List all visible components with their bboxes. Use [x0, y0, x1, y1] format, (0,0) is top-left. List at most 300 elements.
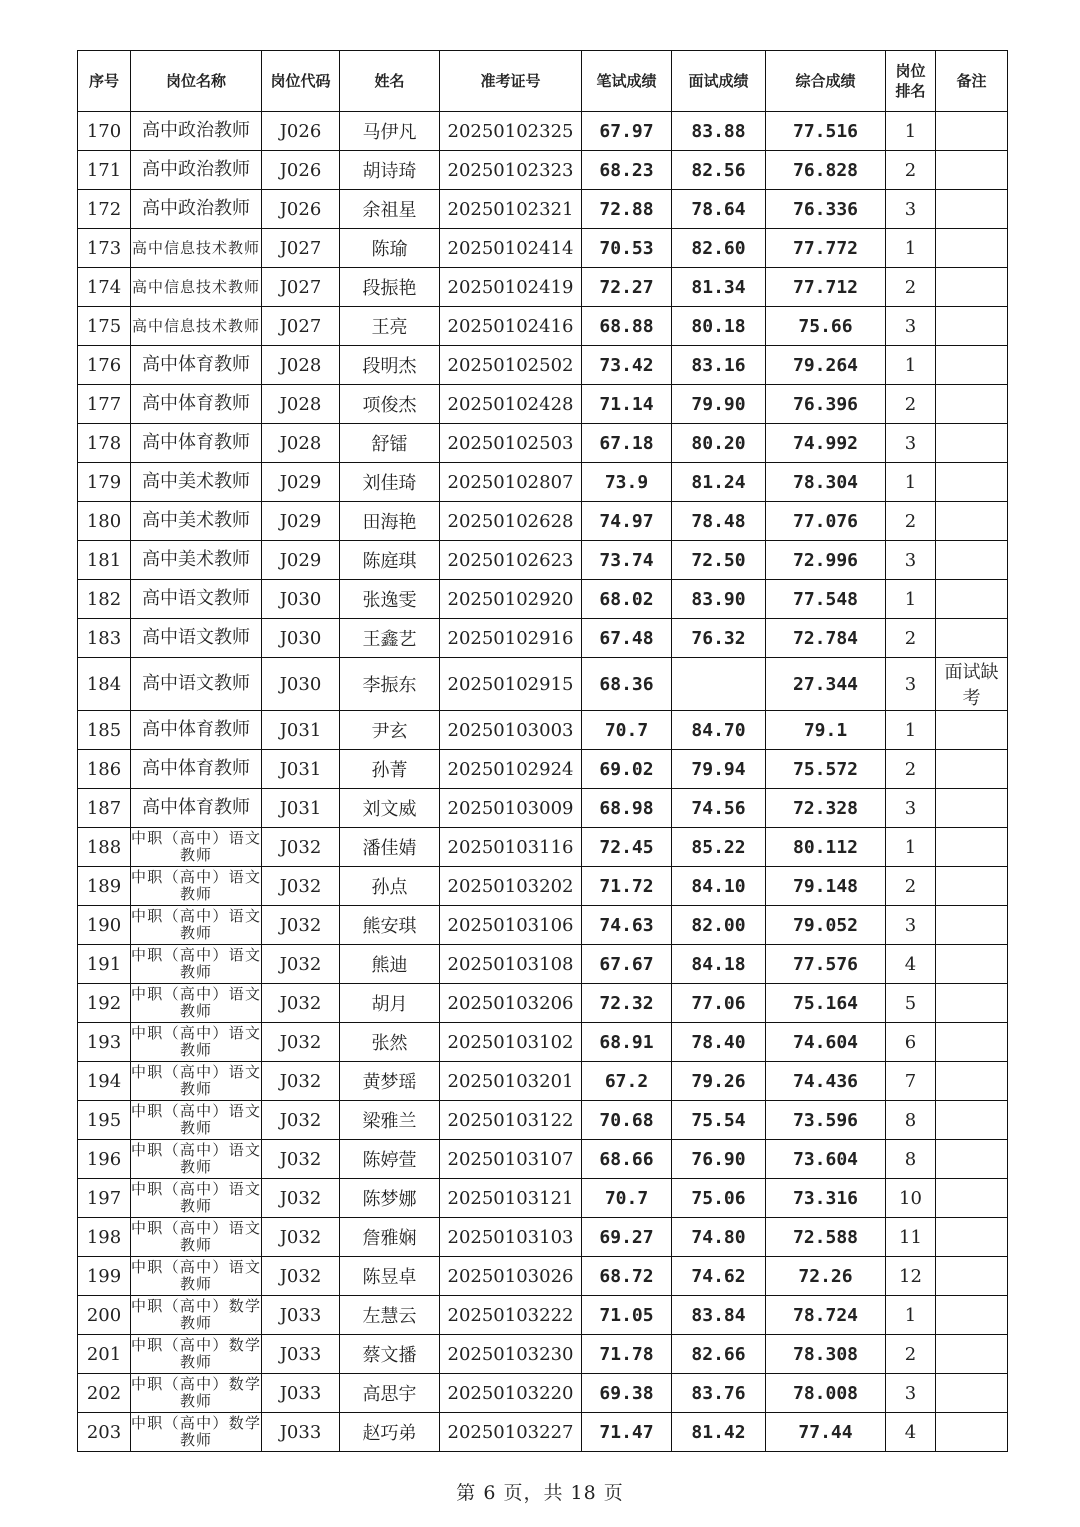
cell-note: [936, 1101, 1008, 1140]
cell-seq: 181: [78, 541, 131, 580]
header-position: 岗位名称: [131, 51, 262, 112]
table-row: [78, 1140, 1008, 1179]
cell-name: 黄梦瑶: [340, 1062, 440, 1101]
cell-note: [936, 1413, 1008, 1452]
cell-exam-id: 20250103108: [440, 945, 582, 984]
cell-note: [936, 580, 1008, 619]
cell-note: [936, 984, 1008, 1023]
cell-name: 梁雅兰: [340, 1101, 440, 1140]
cell-seq: 171: [78, 151, 131, 190]
cell-exam-id: 20250102323: [440, 151, 582, 190]
cell-name: 赵巧弟: [340, 1413, 440, 1452]
cell-note: [936, 789, 1008, 828]
cell-total: 78.008: [766, 1374, 886, 1413]
cell-total: 78.724: [766, 1296, 886, 1335]
cell-interview: 80.18: [672, 307, 766, 346]
cell-code: J032: [262, 1179, 340, 1218]
cell-position: 高中美术教师: [131, 541, 262, 580]
table-row: [78, 424, 1008, 463]
cell-name: 熊迪: [340, 945, 440, 984]
cell-code: J029: [262, 463, 340, 502]
cell-written: 70.53: [582, 229, 672, 268]
cell-position: 中职（高中）语文教师: [131, 945, 262, 984]
header-code: 岗位代码: [262, 51, 340, 112]
cell-name: 项俊杰: [340, 385, 440, 424]
cell-interview: 83.84: [672, 1296, 766, 1335]
header-interview: 面试成绩: [672, 51, 766, 112]
cell-code: J032: [262, 945, 340, 984]
cell-exam-id: 20250103102: [440, 1023, 582, 1062]
cell-total: 79.052: [766, 906, 886, 945]
cell-position: 高中语文教师: [131, 580, 262, 619]
cell-code: J032: [262, 1140, 340, 1179]
cell-rank: 2: [886, 502, 936, 541]
cell-position: 高中体育教师: [131, 346, 262, 385]
cell-name: 左慧云: [340, 1296, 440, 1335]
cell-rank: 2: [886, 151, 936, 190]
cell-exam-id: 20250103103: [440, 1218, 582, 1257]
cell-interview: 79.90: [672, 385, 766, 424]
cell-note: [936, 1140, 1008, 1179]
cell-written: 74.63: [582, 906, 672, 945]
cell-total: 77.712: [766, 268, 886, 307]
cell-exam-id: 20250102924: [440, 750, 582, 789]
cell-interview: 80.20: [672, 424, 766, 463]
cell-exam-id: 20250103003: [440, 711, 582, 750]
cell-rank: 8: [886, 1101, 936, 1140]
cell-interview: 79.26: [672, 1062, 766, 1101]
cell-interview: 75.06: [672, 1179, 766, 1218]
cell-seq: 193: [78, 1023, 131, 1062]
cell-interview: 78.40: [672, 1023, 766, 1062]
cell-name: 马伊凡: [340, 112, 440, 151]
table-row: [78, 1413, 1008, 1452]
cell-exam-id: 20250102428: [440, 385, 582, 424]
cell-code: J027: [262, 229, 340, 268]
cell-note: [936, 619, 1008, 658]
cell-total: 74.992: [766, 424, 886, 463]
cell-position: 中职（高中）数学教师: [131, 1374, 262, 1413]
cell-position: 高中体育教师: [131, 711, 262, 750]
cell-rank: 3: [886, 424, 936, 463]
table-row: [78, 1062, 1008, 1101]
cell-written: 74.97: [582, 502, 672, 541]
cell-code: J028: [262, 346, 340, 385]
cell-position: 高中信息技术教师: [131, 307, 262, 346]
cell-name: 陈瑜: [340, 229, 440, 268]
cell-seq: 200: [78, 1296, 131, 1335]
cell-interview: 81.24: [672, 463, 766, 502]
cell-interview: 83.76: [672, 1374, 766, 1413]
cell-code: J029: [262, 541, 340, 580]
table-row: [78, 750, 1008, 789]
cell-exam-id: 20250102419: [440, 268, 582, 307]
cell-note: [936, 1257, 1008, 1296]
cell-name: 高思宇: [340, 1374, 440, 1413]
cell-exam-id: 20250102325: [440, 112, 582, 151]
table-row: [78, 1296, 1008, 1335]
cell-code: J033: [262, 1335, 340, 1374]
cell-exam-id: 20250102920: [440, 580, 582, 619]
cell-exam-id: 20250103116: [440, 828, 582, 867]
cell-seq: 186: [78, 750, 131, 789]
cell-exam-id: 20250102915: [440, 658, 582, 711]
table-row: [78, 190, 1008, 229]
cell-rank: 1: [886, 346, 936, 385]
cell-name: 潘佳婧: [340, 828, 440, 867]
cell-note: [936, 945, 1008, 984]
cell-code: J032: [262, 984, 340, 1023]
cell-position: 中职（高中）语文教师: [131, 1218, 262, 1257]
cell-note: [936, 1023, 1008, 1062]
cell-written: 70.68: [582, 1101, 672, 1140]
cell-seq: 174: [78, 268, 131, 307]
cell-written: 71.05: [582, 1296, 672, 1335]
cell-written: 67.67: [582, 945, 672, 984]
table-row: [78, 151, 1008, 190]
cell-code: J031: [262, 789, 340, 828]
cell-interview: 75.54: [672, 1101, 766, 1140]
cell-code: J030: [262, 580, 340, 619]
cell-interview: 82.56: [672, 151, 766, 190]
table-row: [78, 229, 1008, 268]
cell-interview: 77.06: [672, 984, 766, 1023]
cell-total: 73.596: [766, 1101, 886, 1140]
cell-exam-id: 20250103222: [440, 1296, 582, 1335]
cell-name: 舒镭: [340, 424, 440, 463]
score-table: [77, 50, 1008, 1452]
cell-written: 69.27: [582, 1218, 672, 1257]
cell-interview: 74.80: [672, 1218, 766, 1257]
cell-total: 79.1: [766, 711, 886, 750]
cell-code: J033: [262, 1413, 340, 1452]
cell-rank: 3: [886, 906, 936, 945]
cell-code: J031: [262, 750, 340, 789]
cell-note: [936, 906, 1008, 945]
table-row: [78, 1374, 1008, 1413]
cell-written: 68.98: [582, 789, 672, 828]
cell-name: 尹玄: [340, 711, 440, 750]
cell-written: 68.23: [582, 151, 672, 190]
cell-written: 72.88: [582, 190, 672, 229]
table-row: [78, 945, 1008, 984]
cell-rank: 11: [886, 1218, 936, 1257]
cell-name: 王鑫艺: [340, 619, 440, 658]
cell-seq: 201: [78, 1335, 131, 1374]
cell-rank: 3: [886, 789, 936, 828]
cell-note: [936, 229, 1008, 268]
cell-seq: 179: [78, 463, 131, 502]
cell-total: 72.784: [766, 619, 886, 658]
cell-name: 王亮: [340, 307, 440, 346]
cell-note: 面试缺考: [936, 658, 1008, 711]
cell-position: 中职（高中）数学教师: [131, 1413, 262, 1452]
cell-written: 71.78: [582, 1335, 672, 1374]
cell-position: 高中体育教师: [131, 789, 262, 828]
cell-code: J033: [262, 1296, 340, 1335]
cell-position: 中职（高中）语文教师: [131, 1179, 262, 1218]
cell-written: 68.91: [582, 1023, 672, 1062]
cell-seq: 182: [78, 580, 131, 619]
cell-total: 77.076: [766, 502, 886, 541]
cell-interview: 82.00: [672, 906, 766, 945]
table-row: [78, 502, 1008, 541]
cell-note: [936, 424, 1008, 463]
cell-interview: 78.64: [672, 190, 766, 229]
cell-seq: 183: [78, 619, 131, 658]
cell-note: [936, 1296, 1008, 1335]
cell-position: 中职（高中）语文教师: [131, 1257, 262, 1296]
cell-interview: 81.34: [672, 268, 766, 307]
cell-position: 高中体育教师: [131, 424, 262, 463]
cell-exam-id: 20250102807: [440, 463, 582, 502]
cell-note: [936, 463, 1008, 502]
cell-rank: 1: [886, 828, 936, 867]
cell-written: 69.38: [582, 1374, 672, 1413]
cell-total: 74.436: [766, 1062, 886, 1101]
cell-rank: 2: [886, 385, 936, 424]
cell-position: 高中信息技术教师: [131, 229, 262, 268]
cell-written: 67.18: [582, 424, 672, 463]
cell-seq: 194: [78, 1062, 131, 1101]
cell-written: 73.42: [582, 346, 672, 385]
table-row: [78, 580, 1008, 619]
cell-rank: 4: [886, 945, 936, 984]
cell-written: 71.47: [582, 1413, 672, 1452]
cell-rank: 1: [886, 229, 936, 268]
cell-total: 73.604: [766, 1140, 886, 1179]
cell-interview: 78.48: [672, 502, 766, 541]
cell-position: 中职（高中）数学教师: [131, 1296, 262, 1335]
cell-position: 高中语文教师: [131, 658, 262, 711]
cell-exam-id: 20250103220: [440, 1374, 582, 1413]
cell-total: 75.572: [766, 750, 886, 789]
cell-total: 80.112: [766, 828, 886, 867]
cell-code: J030: [262, 619, 340, 658]
cell-written: 67.97: [582, 112, 672, 151]
cell-total: 73.316: [766, 1179, 886, 1218]
cell-written: 71.72: [582, 867, 672, 906]
cell-total: 78.304: [766, 463, 886, 502]
cell-interview: 74.62: [672, 1257, 766, 1296]
cell-name: 陈婷萱: [340, 1140, 440, 1179]
cell-interview: 82.66: [672, 1335, 766, 1374]
cell-seq: 197: [78, 1179, 131, 1218]
table-row: [78, 1023, 1008, 1062]
cell-note: [936, 1218, 1008, 1257]
cell-code: J033: [262, 1374, 340, 1413]
cell-note: [936, 385, 1008, 424]
cell-exam-id: 20250102321: [440, 190, 582, 229]
cell-seq: 177: [78, 385, 131, 424]
cell-interview: 79.94: [672, 750, 766, 789]
cell-seq: 202: [78, 1374, 131, 1413]
cell-written: 68.88: [582, 307, 672, 346]
header-seq: 序号: [78, 51, 131, 112]
cell-seq: 173: [78, 229, 131, 268]
cell-rank: 2: [886, 867, 936, 906]
cell-seq: 195: [78, 1101, 131, 1140]
cell-rank: 5: [886, 984, 936, 1023]
cell-total: 74.604: [766, 1023, 886, 1062]
cell-seq: 185: [78, 711, 131, 750]
cell-interview: 82.60: [672, 229, 766, 268]
cell-written: 72.45: [582, 828, 672, 867]
header-written: 笔试成绩: [582, 51, 672, 112]
cell-seq: 198: [78, 1218, 131, 1257]
cell-note: [936, 1062, 1008, 1101]
table-row: [78, 984, 1008, 1023]
cell-name: 熊安琪: [340, 906, 440, 945]
cell-rank: 3: [886, 658, 936, 711]
cell-seq: 175: [78, 307, 131, 346]
cell-name: 李振东: [340, 658, 440, 711]
cell-total: 27.344: [766, 658, 886, 711]
header-name: 姓名: [340, 51, 440, 112]
table-row: [78, 711, 1008, 750]
cell-total: 77.576: [766, 945, 886, 984]
table-row: [78, 1218, 1008, 1257]
cell-interview: 83.90: [672, 580, 766, 619]
cell-exam-id: 20250103206: [440, 984, 582, 1023]
cell-seq: 180: [78, 502, 131, 541]
cell-total: 76.336: [766, 190, 886, 229]
cell-seq: 184: [78, 658, 131, 711]
cell-seq: 187: [78, 789, 131, 828]
cell-code: J032: [262, 1101, 340, 1140]
cell-total: 76.828: [766, 151, 886, 190]
cell-exam-id: 20250103009: [440, 789, 582, 828]
cell-rank: 8: [886, 1140, 936, 1179]
cell-name: 刘文威: [340, 789, 440, 828]
cell-position: 中职（高中）数学教师: [131, 1335, 262, 1374]
cell-name: 陈梦娜: [340, 1179, 440, 1218]
cell-total: 77.516: [766, 112, 886, 151]
cell-rank: 10: [886, 1179, 936, 1218]
cell-code: J032: [262, 828, 340, 867]
cell-written: 73.74: [582, 541, 672, 580]
table-row: [78, 789, 1008, 828]
table-row: [78, 1335, 1008, 1374]
cell-position: 中职（高中）语文教师: [131, 984, 262, 1023]
cell-code: J032: [262, 1218, 340, 1257]
cell-code: J032: [262, 1257, 340, 1296]
cell-position: 高中体育教师: [131, 750, 262, 789]
cell-written: 67.48: [582, 619, 672, 658]
cell-written: 68.36: [582, 658, 672, 711]
cell-position: 高中美术教师: [131, 463, 262, 502]
cell-seq: 170: [78, 112, 131, 151]
cell-code: J031: [262, 711, 340, 750]
cell-note: [936, 190, 1008, 229]
cell-written: 71.14: [582, 385, 672, 424]
cell-position: 中职（高中）语文教师: [131, 1140, 262, 1179]
cell-position: 高中政治教师: [131, 112, 262, 151]
cell-note: [936, 828, 1008, 867]
cell-exam-id: 20250102503: [440, 424, 582, 463]
cell-position: 高中政治教师: [131, 151, 262, 190]
cell-note: [936, 307, 1008, 346]
cell-total: 77.44: [766, 1413, 886, 1452]
cell-code: J032: [262, 1023, 340, 1062]
cell-name: 段振艳: [340, 268, 440, 307]
cell-code: J032: [262, 906, 340, 945]
cell-note: [936, 750, 1008, 789]
cell-rank: 4: [886, 1413, 936, 1452]
table-row: [78, 906, 1008, 945]
cell-rank: 1: [886, 463, 936, 502]
cell-note: [936, 346, 1008, 385]
cell-interview: [672, 658, 766, 711]
cell-seq: 188: [78, 828, 131, 867]
cell-total: 72.588: [766, 1218, 886, 1257]
cell-name: 田海艳: [340, 502, 440, 541]
cell-code: J026: [262, 190, 340, 229]
table-row: [78, 658, 1008, 711]
cell-interview: 84.18: [672, 945, 766, 984]
cell-note: [936, 711, 1008, 750]
cell-exam-id: 20250102916: [440, 619, 582, 658]
cell-position: 高中语文教师: [131, 619, 262, 658]
cell-name: 胡诗琦: [340, 151, 440, 190]
cell-exam-id: 20250103201: [440, 1062, 582, 1101]
cell-total: 72.996: [766, 541, 886, 580]
table-row: [78, 385, 1008, 424]
cell-note: [936, 1374, 1008, 1413]
cell-seq: 172: [78, 190, 131, 229]
cell-position: 中职（高中）语文教师: [131, 1101, 262, 1140]
table-row: [78, 828, 1008, 867]
cell-exam-id: 20250103202: [440, 867, 582, 906]
cell-exam-id: 20250103122: [440, 1101, 582, 1140]
header-row: [78, 51, 1008, 112]
cell-name: 孙点: [340, 867, 440, 906]
cell-name: 张然: [340, 1023, 440, 1062]
cell-note: [936, 1179, 1008, 1218]
cell-exam-id: 20250103230: [440, 1335, 582, 1374]
cell-written: 67.2: [582, 1062, 672, 1101]
cell-code: J027: [262, 307, 340, 346]
cell-note: [936, 112, 1008, 151]
cell-exam-id: 20250103107: [440, 1140, 582, 1179]
cell-position: 中职（高中）语文教师: [131, 906, 262, 945]
cell-code: J030: [262, 658, 340, 711]
cell-name: 詹雅娴: [340, 1218, 440, 1257]
table-row: [78, 112, 1008, 151]
cell-exam-id: 20250102416: [440, 307, 582, 346]
cell-rank: 3: [886, 1374, 936, 1413]
table-row: [78, 463, 1008, 502]
cell-name: 陈庭琪: [340, 541, 440, 580]
cell-position: 中职（高中）语文教师: [131, 867, 262, 906]
cell-rank: 1: [886, 1296, 936, 1335]
table-row: [78, 867, 1008, 906]
cell-name: 陈昱卓: [340, 1257, 440, 1296]
cell-exam-id: 20250103106: [440, 906, 582, 945]
cell-total: 78.308: [766, 1335, 886, 1374]
page-footer: 第 6 页，共 18 页: [456, 1482, 624, 1504]
table-row: [78, 1257, 1008, 1296]
cell-seq: 189: [78, 867, 131, 906]
cell-position: 高中信息技术教师: [131, 268, 262, 307]
cell-interview: 85.22: [672, 828, 766, 867]
cell-written: 72.32: [582, 984, 672, 1023]
cell-total: 75.164: [766, 984, 886, 1023]
cell-rank: 6: [886, 1023, 936, 1062]
cell-total: 72.328: [766, 789, 886, 828]
cell-note: [936, 151, 1008, 190]
cell-rank: 2: [886, 268, 936, 307]
